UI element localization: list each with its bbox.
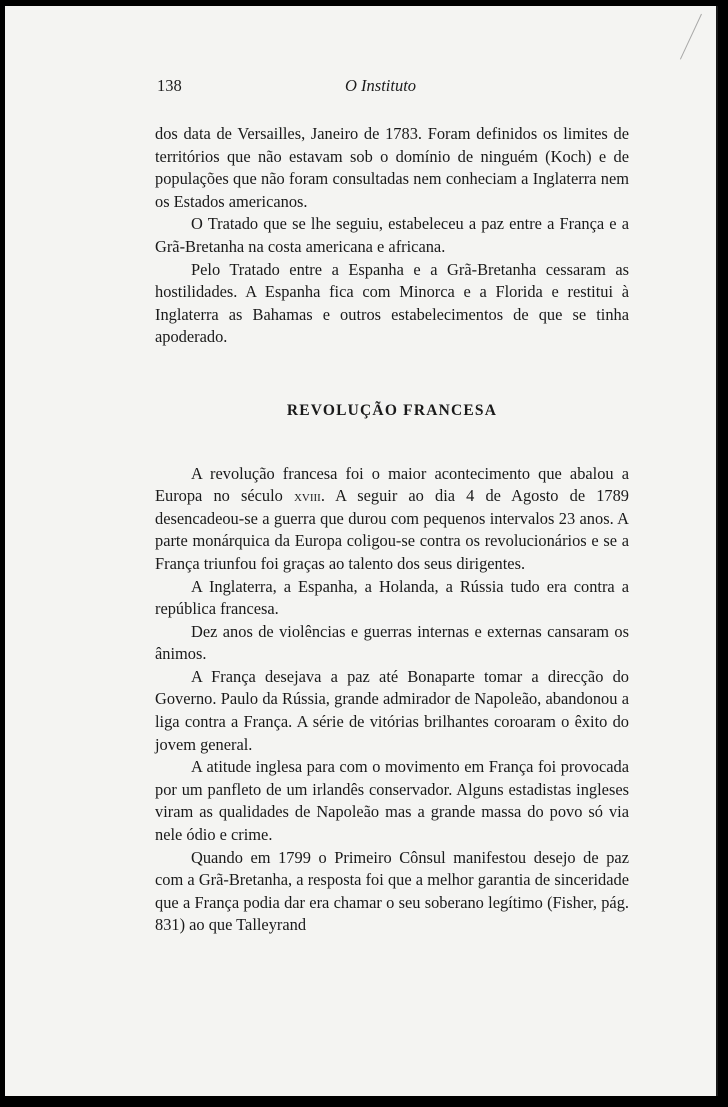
paragraph: A atitude inglesa para com o movimento em França foi provocada por um panfleto de um irlandês conservador. Alguns estadistas ingleses viram as qualidades de Napoleão mas a grande massa do povo só via nele ódio e crime. bbox=[155, 757, 629, 845]
paragraph: Pelo Tratado entre a Espanha e a Grã-Bretanha cessaram as hostilidades. A Espanha fica com Minorca e a Florida e restitui à Inglaterra as Bahamas e outros estabelecimentos de que se tinha apoderado. bbox=[155, 259, 629, 347]
body-text bbox=[155, 123, 629, 937]
paragraph: O Tratado que se lhe seguiu, estabeleceu a paz entre a França e a Grã-Bretanha na costa americana e africana. bbox=[155, 214, 629, 256]
running-head bbox=[157, 76, 629, 100]
paragraph: Quando em 1799 o Primeiro Cônsul manifestou desejo de paz com a Grã-Bretanha, a resposta foi que a melhor garantia de sinceridade que a França podia dar era chamar o seu soberano legítimo (Fisher, pág. 831) ao que Talleyrand bbox=[155, 847, 629, 935]
paragraph: A França desejava a paz até Bonaparte tomar a direcção do Governo. Paulo da Rússia, grande admirador de Napoleão, abandonou a liga contra a França. A série de vitórias brilhantes coroaram o êxito do jovem general. bbox=[155, 666, 629, 754]
page-edge-mark bbox=[680, 14, 702, 60]
paragraph bbox=[155, 463, 629, 576]
paragraph-text: . A seguir ao dia 4 de Agosto de 1789 desencadeou-se a guerra que durou com pequenos intervalos 23 anos. A parte monárquica da Europa coligou-se contra os revolucionários e se a França triunfou foi graças ao talento dos seus dirigentes. bbox=[155, 486, 630, 573]
section-heading: REVOLUÇÃO FRANCESA bbox=[286, 401, 498, 419]
section-body bbox=[155, 463, 629, 937]
book-page bbox=[5, 6, 718, 1096]
paragraph-text: A revolução francesa foi o maior acontecimento que abalou a Europa no século bbox=[155, 463, 629, 506]
paragraph: dos data de Versailles, Janeiro de 1783. Foram definidos os limites de territórios que não estavam sob o domínio de ninguém (Koch) e de populações que não foram consultadas nem conheciam a Inglaterra nem os Estados americanos. bbox=[155, 124, 629, 211]
paragraph: A Inglaterra, a Espanha, a Holanda, a Rússia tudo era contra a república francesa. bbox=[155, 576, 629, 619]
century-numeral: xviii bbox=[293, 486, 321, 506]
journal-title: O Instituto bbox=[345, 76, 417, 95]
page-number: 138 bbox=[157, 76, 182, 95]
paragraph: Dez anos de violências e guerras internas e externas cansaram os ânimos. bbox=[155, 621, 629, 664]
